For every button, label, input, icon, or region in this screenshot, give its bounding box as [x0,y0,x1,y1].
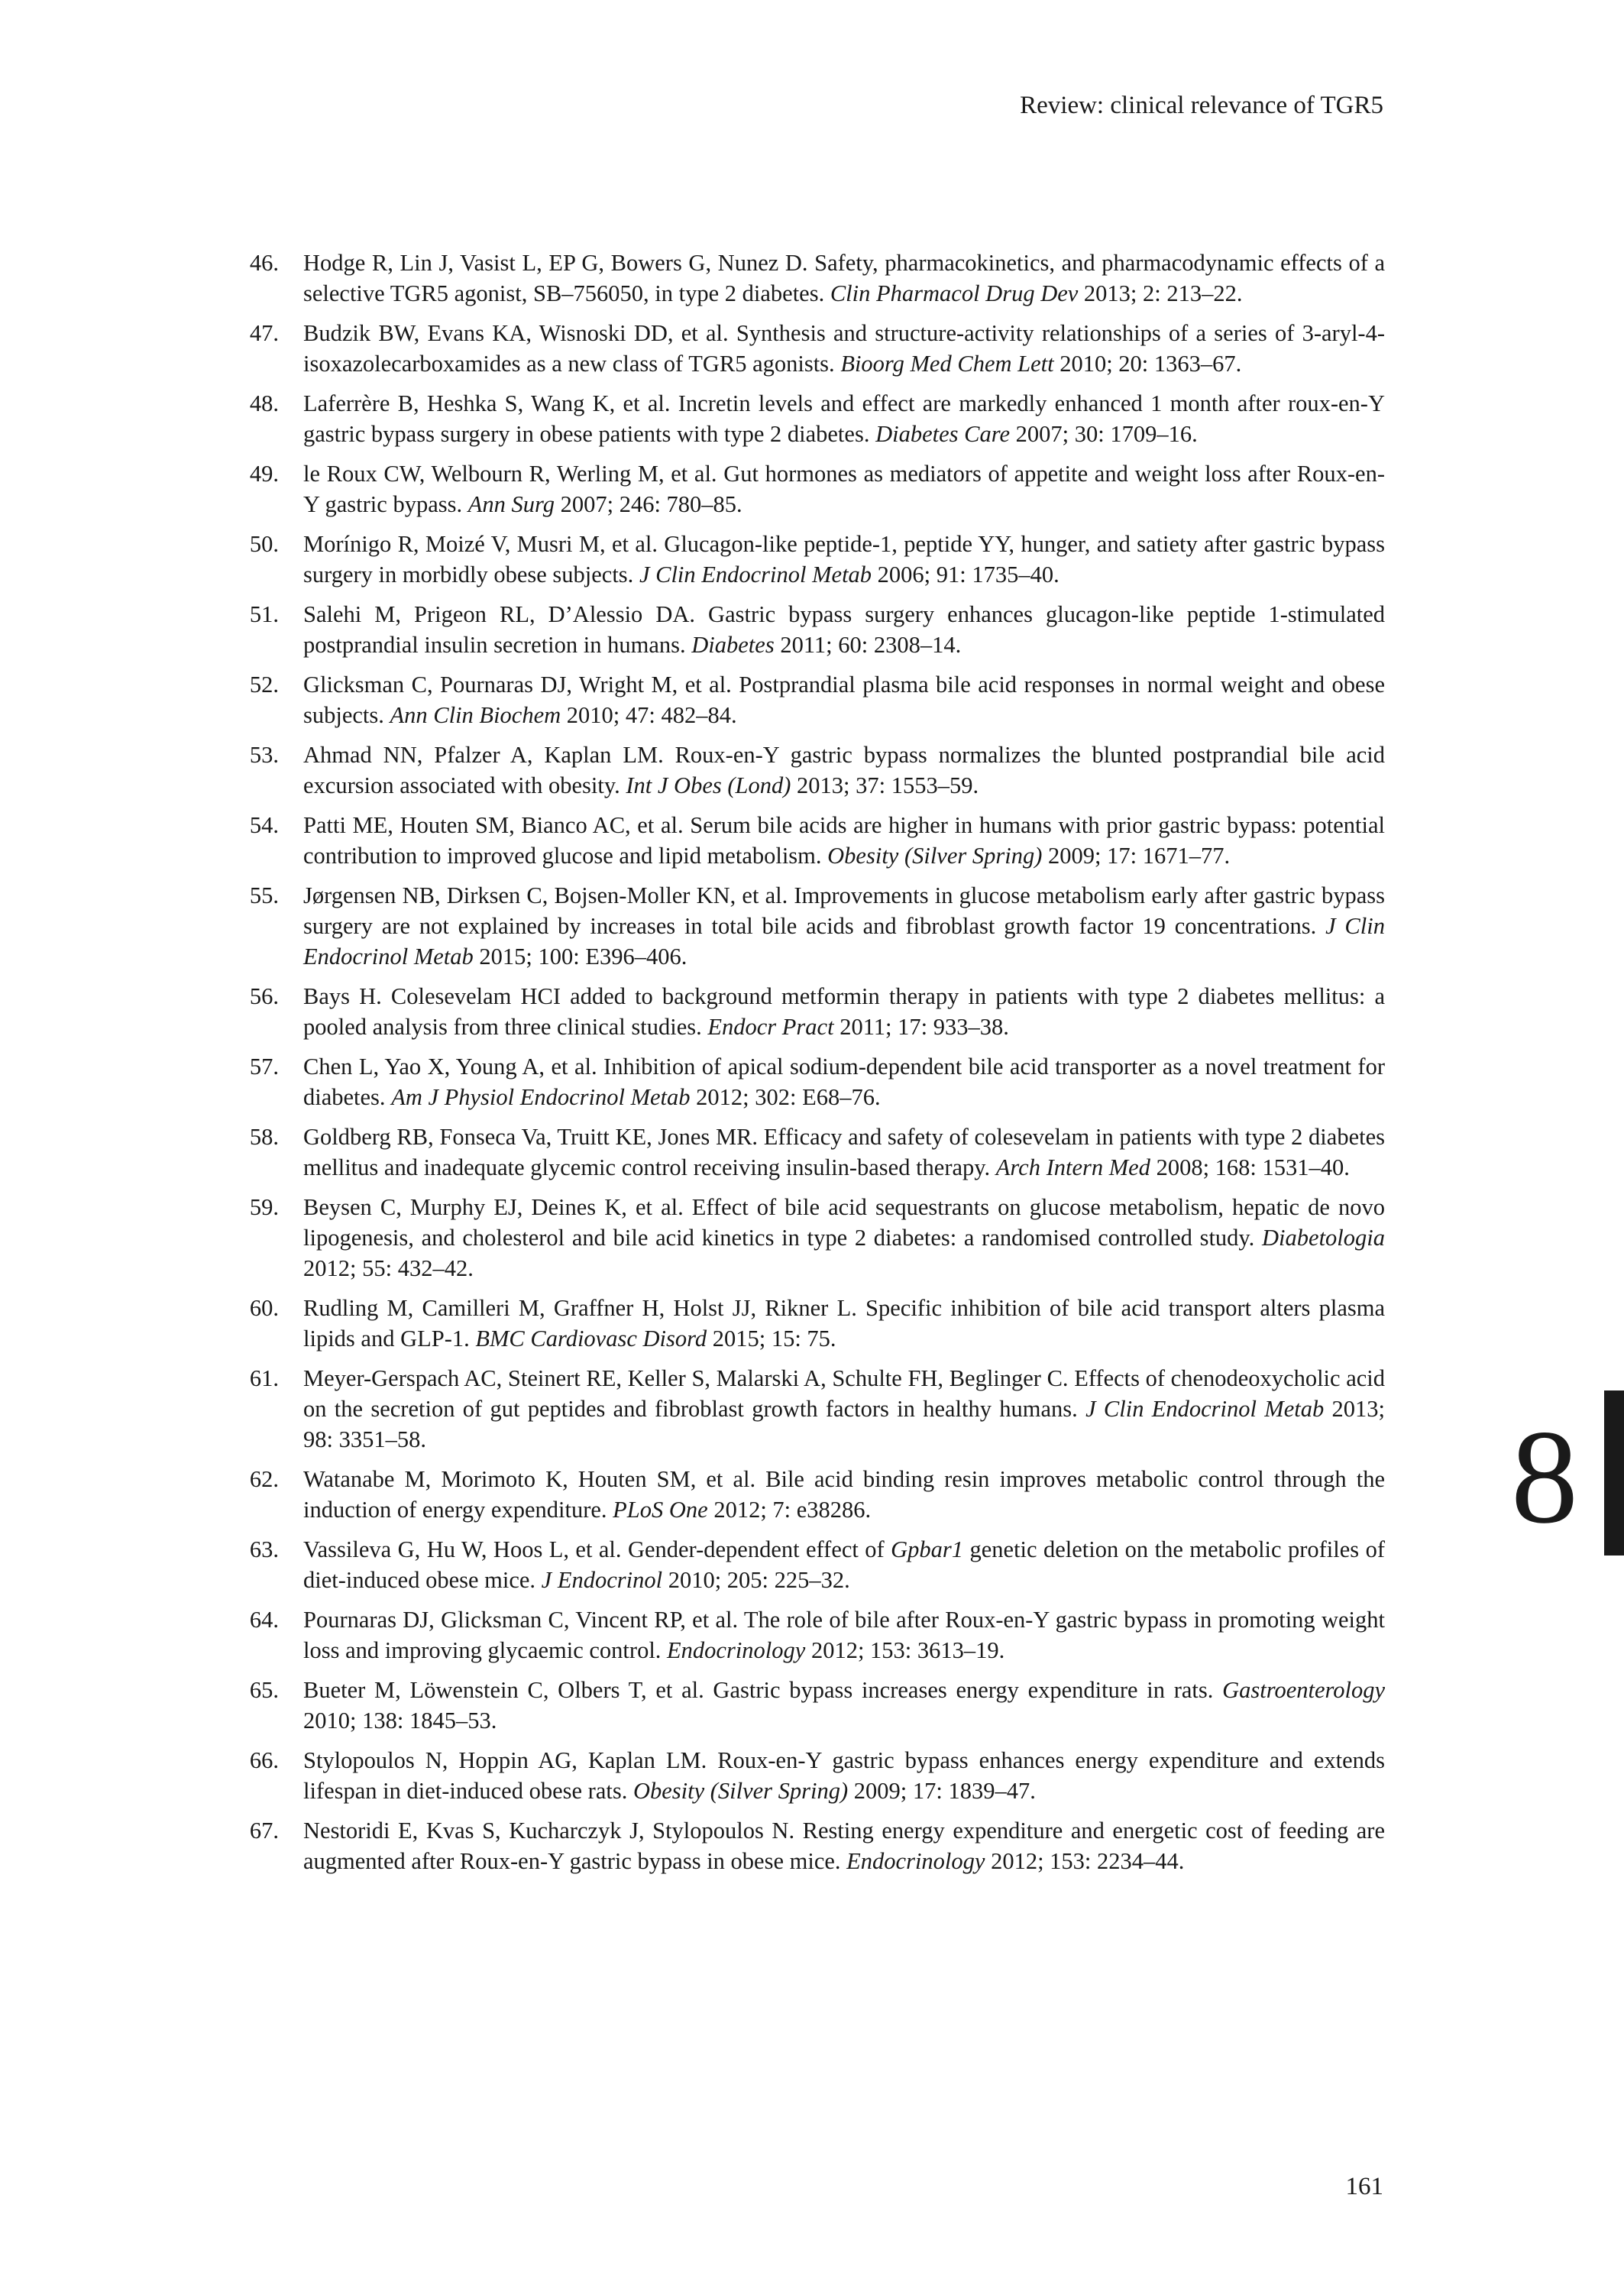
reference-64 [233,1604,1385,1666]
reference-47 [233,318,1385,379]
reference-62 [233,1464,1385,1525]
reference-text: Ahmad NN, Pfalzer A, Kaplan LM. Roux-en-Y gastric bypass normalizes the blunted postprandial bile acid excursion associated with obesity. [303,742,1385,798]
reference-number: 59. [249,1194,279,1220]
reference-text: Hodge R, Lin J, Vasist L, EP G, Bowers G, Nunez D. Safety, pharmacokinetics, and pharmacodynamic effects of a selective TGR5 agonist, SB–756050, in type 2 diabetes. [303,250,1385,306]
reference-details: 2012; 153: 3613–19. [805,1637,1005,1663]
reference-text: Salehi M, Prigeon RL, D’Alessio DA. Gastric bypass surgery enhances glucagon-like peptide 1-stimulated postprandial insulin secretion in humans. [303,601,1385,658]
reference-52 [233,669,1385,730]
reference-48 [233,388,1385,449]
reference-journal: Diabetologia [1262,1225,1385,1251]
reference-details: 2008; 168: 1531–40. [1150,1154,1350,1180]
reference-details: 2012; 55: 432–42. [303,1255,474,1281]
running-header: Review: clinical relevance of TGR5 [1020,92,1383,119]
reference-number: 64. [249,1607,279,1633]
reference-50 [233,529,1385,590]
reference-57 [233,1051,1385,1112]
reference-details: 2015; 100: E396–406. [473,944,687,970]
reference-53 [233,740,1385,801]
reference-text: le Roux CW, Welbourn R, Werling M, et al. Gut hormones as mediators of appetite and weight loss after Roux-en-Y gastric bypass. [303,461,1385,517]
reference-journal: Endocrinology [667,1637,806,1663]
reference-details: 2015; 15: 75. [707,1326,836,1352]
reference-journal: Bioorg Med Chem Lett [840,351,1054,377]
reference-58 [233,1122,1385,1183]
reference-journal: Gastroenterology [1222,1677,1385,1703]
reference-text: Glicksman C, Pournaras DJ, Wright M, et al. Postprandial plasma bile acid responses in normal weight and obese subjects. [303,672,1385,728]
reference-number: 56. [249,983,279,1009]
reference-details: 2012; 302: E68–76. [690,1084,881,1110]
reference-text: Patti ME, Houten SM, Bianco AC, et al. Serum bile acids are higher in humans with prior gastric bypass: potential contribution to improved glucose and lipid metabolism. [303,812,1385,869]
reference-59 [233,1192,1385,1284]
reference-journal: Endocr Pract [707,1014,834,1040]
reference-details: 2012; 7: e38286. [707,1497,872,1523]
reference-journal: J Endocrinol [541,1567,663,1593]
reference-journal: Ann Surg [467,491,555,517]
reference-61 [233,1363,1385,1455]
reference-60 [233,1293,1385,1354]
reference-details: 2013; 98: 3351–58. [303,1396,1385,1452]
reference-text: Watanabe M, Morimoto K, Houten SM, et al. Bile acid binding resin improves metabolic control through the induction of energy expenditure. [303,1466,1385,1523]
reference-journal: Arch Intern Med [995,1154,1150,1180]
reference-text: Jørgensen NB, Dirksen C, Bojsen-Moller KN, et al. Improvements in glucose metabolism early after gastric bypass surgery are not explained by increases in total bile acids and fibroblast growth factor 19 concentrations. [303,882,1385,939]
reference-number: 47. [249,320,279,346]
chapter-tab-marker [1604,1390,1624,1556]
reference-details: 2009; 17: 1671–77. [1042,843,1231,869]
reference-journal: Int J Obes (Lond) [626,772,791,798]
reference-number: 51. [249,601,279,627]
reference-details: 2010; 47: 482–84. [561,702,737,728]
reference-number: 54. [249,812,279,838]
reference-number: 66. [249,1747,279,1773]
reference-list [233,248,1385,1886]
reference-text: Bueter M, Löwenstein C, Olbers T, et al. Gastric bypass increases energy expenditure in rats. [303,1677,1223,1703]
reference-number: 63. [249,1536,279,1562]
reference-56 [233,981,1385,1042]
reference-details: 2010; 138: 1845–53. [303,1708,497,1734]
reference-journal: Ann Clin Biochem [390,702,561,728]
reference-number: 61. [249,1365,279,1391]
reference-text: Beysen C, Murphy EJ, Deines K, et al. Effect of bile acid sequestrants on glucose metabolism, hepatic de novo lipogenesis, and cholesterol and bile acid kinetics in type 2 diabetes: a randomised controlled study. [303,1194,1385,1251]
reference-text: Rudling M, Camilleri M, Graffner H, Holst JJ, Rikner L. Specific inhibition of bile acid transport alters plasma lipids and GLP-1. [303,1295,1385,1352]
reference-46 [233,248,1385,309]
reference-details: 2013; 2: 213–22. [1078,280,1243,306]
reference-number: 50. [249,531,279,557]
reference-number: 57. [249,1054,279,1080]
reference-journal: J Clin Endocrinol Metab [303,913,1385,970]
reference-66 [233,1745,1385,1806]
reference-text: Chen L, Yao X, Young A, et al. Inhibition of apical sodium-dependent bile acid transporter as a novel treatment for diabetes. [303,1054,1385,1110]
reference-journal: BMC Cardiovasc Disord [475,1326,707,1352]
chapter-number: 8 [1511,1403,1578,1552]
reference-details: 2012; 153: 2234–44. [985,1848,1185,1874]
reference-journal: Obesity (Silver Spring) [632,1778,849,1804]
reference-54 [233,810,1385,871]
reference-63 [233,1534,1385,1595]
reference-number: 46. [249,250,279,276]
reference-details: 2011; 60: 2308–14. [774,632,962,658]
reference-text: Laferrère B, Heshka S, Wang K, et al. Incretin levels and effect are markedly enhanced 1 month after roux-en-Y gastric bypass surgery in obese patients with type 2 diabetes. [303,390,1385,447]
reference-text: Nestoridi E, Kvas S, Kucharczyk J, Stylopoulos N. Resting energy expenditure and energetic cost of feeding are augmented after Roux-en-Y gastric bypass in obese mice. [303,1818,1385,1874]
reference-number: 52. [249,672,279,698]
reference-text: Budzik BW, Evans KA, Wisnoski DD, et al. Synthesis and structure-activity relationships of a series of 3-aryl-4-isoxazolecarboxamides as a new class of TGR5 agonists. [303,320,1385,377]
reference-text: Stylopoulos N, Hoppin AG, Kaplan LM. Roux-en-Y gastric bypass enhances energy expenditure and extends lifespan in diet-induced obese rats. [303,1747,1385,1804]
reference-journal: Clin Pharmacol Drug Dev [830,280,1079,306]
reference-details: 2010; 205: 225–32. [662,1567,850,1593]
reference-journal: Diabetes Care [875,421,1010,447]
reference-details: 2011; 17: 933–38. [833,1014,1009,1040]
reference-journal: Obesity (Silver Spring) [827,843,1043,869]
reference-number: 48. [249,390,279,416]
reference-text: Pournaras DJ, Glicksman C, Vincent RP, et al. The role of bile after Roux-en-Y gastric bypass in promoting weight loss and improving glycaemic control. [303,1607,1385,1663]
reference-details: 2006; 91: 1735–40. [872,562,1059,588]
reference-journal: PLoS One [613,1497,708,1523]
reference-text: Vassileva G, Hu W, Hoos L, et al. Gender-dependent effect of [303,1536,891,1562]
reference-number: 58. [249,1124,279,1150]
reference-journal: Am J Physiol Endocrinol Metab [391,1084,691,1110]
reference-67 [233,1815,1385,1876]
reference-details: 2007; 246: 780–85. [554,491,742,517]
reference-journal: J Clin Endocrinol Metab [639,562,872,588]
reference-journal: Endocrinology [846,1848,985,1874]
reference-49 [233,458,1385,520]
reference-number: 65. [249,1677,279,1703]
reference-number: 60. [249,1295,279,1321]
reference-details: 2007; 30: 1709–16. [1010,421,1198,447]
reference-number: 49. [249,461,279,487]
reference-gene-term: Gpbar1 [891,1536,964,1562]
reference-details: 2010; 20: 1363–67. [1053,351,1242,377]
reference-text: Morínigo R, Moizé V, Musri M, et al. Glucagon-like peptide-1, peptide YY, hunger, and satiety after gastric bypass surgery in morbidly obese subjects. [303,531,1385,588]
reference-text-continued: genetic deletion on the metabolic profiles of diet-induced obese mice. [303,1536,1385,1593]
reference-number: 67. [249,1818,279,1844]
reference-text: Meyer-Gerspach AC, Steinert RE, Keller S, Malarski A, Schulte FH, Beglinger C. Effects of chenodeoxycholic acid on the secretion of gut peptides and fibroblast growth factors in healthy humans. [303,1365,1385,1422]
reference-journal: J Clin Endocrinol Metab [1085,1396,1325,1422]
reference-51 [233,599,1385,660]
reference-number: 55. [249,882,279,908]
reference-journal: Diabetes [691,632,775,658]
reference-details: 2013; 37: 1553–59. [791,772,979,798]
reference-text: Bays H. Colesevelam HCI added to background metformin therapy in patients with type 2 diabetes mellitus: a pooled analysis from three clinical studies. [303,983,1385,1040]
reference-details: 2009; 17: 1839–47. [848,1778,1036,1804]
reference-55 [233,880,1385,972]
reference-number: 62. [249,1466,279,1492]
reference-65 [233,1675,1385,1736]
page-number: 161 [1345,2173,1383,2200]
reference-number: 53. [249,742,279,768]
reference-text: Goldberg RB, Fonseca Va, Truitt KE, Jones MR. Efficacy and safety of colesevelam in patients with type 2 diabetes mellitus and inadequate glycemic control receiving insulin-based therapy. [303,1124,1385,1180]
